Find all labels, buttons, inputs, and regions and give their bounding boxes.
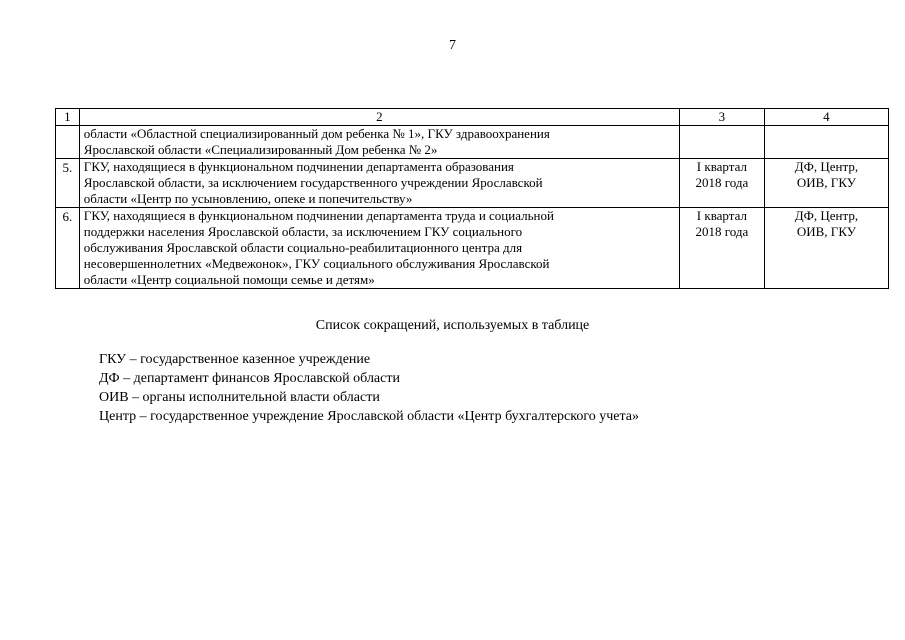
description-line: области «Областной специализированный дом ребенка № 1», ГКУ здравоохранения	[83, 126, 550, 141]
table-row	[56, 126, 889, 159]
description-line: несовершеннолетних «Медвежонок», ГКУ социального обслуживания Ярославской	[83, 256, 550, 271]
plan-table	[55, 108, 889, 289]
row-term	[679, 208, 764, 289]
header-cell-col-1: 1	[56, 109, 80, 126]
description-line: ГКУ, находящиеся в функциональном подчинении департамента образования	[83, 159, 514, 174]
table-row	[56, 208, 889, 289]
responsible-line: ДФ, Центр,	[794, 208, 859, 223]
header-cell-col-4: 4	[764, 109, 888, 126]
abbreviations-title: Список сокращений, используемых в таблице	[315, 318, 590, 333]
row-responsible	[764, 208, 888, 289]
responsible-line: ОИВ, ГКУ	[796, 175, 856, 190]
abbreviation-item: ДФ – департамент финансов Ярославской области	[99, 371, 400, 386]
description-line: ГКУ, находящиеся в функциональном подчинении департамента труда и социальной	[83, 208, 554, 223]
table-header-row	[56, 109, 889, 126]
description-line: поддержки населения Ярославской области, за исключением ГКУ социального	[83, 224, 523, 239]
term-line: I квартал	[696, 159, 747, 174]
description-line: обслуживания Ярославской области социально-реабилитационного центра для	[83, 240, 523, 255]
term-line: 2018 года	[695, 175, 749, 190]
term-line: 2018 года	[695, 224, 749, 239]
row-responsible	[764, 126, 888, 159]
row-description	[79, 126, 679, 159]
row-description	[79, 208, 679, 289]
row-responsible	[764, 159, 888, 208]
table-row	[56, 159, 889, 208]
header-cell-col-3: 3	[679, 109, 764, 126]
row-term	[679, 126, 764, 159]
abbreviation-item: ОИВ – органы исполнительной власти области	[99, 390, 380, 405]
header-cell-col-2: 2	[79, 109, 679, 126]
row-term	[679, 159, 764, 208]
row-description	[79, 159, 679, 208]
description-line: области «Центр социальной помощи семье и детям»	[83, 272, 375, 287]
row-number: 5.	[56, 159, 80, 208]
abbreviation-item: Центр – государственное учреждение Ярославской области «Центр бухгалтерского учета»	[99, 409, 640, 424]
abbreviation-item: ГКУ – государственное казенное учреждение	[99, 352, 371, 367]
row-number: 6.	[56, 208, 80, 289]
term-line: I квартал	[696, 208, 747, 223]
abbreviations-list	[99, 350, 639, 426]
responsible-line: ОИВ, ГКУ	[796, 224, 856, 239]
description-line: Ярославской области, за исключением государственного учреждении Ярославской	[83, 175, 543, 190]
description-line: области «Центр по усыновлению, опеке и попечительству»	[83, 191, 413, 206]
responsible-line: ДФ, Центр,	[794, 159, 859, 174]
description-line: Ярославской области «Специализированный Дом ребенка № 2»	[83, 142, 438, 157]
page-number: 7	[449, 38, 456, 53]
row-number	[56, 126, 80, 159]
